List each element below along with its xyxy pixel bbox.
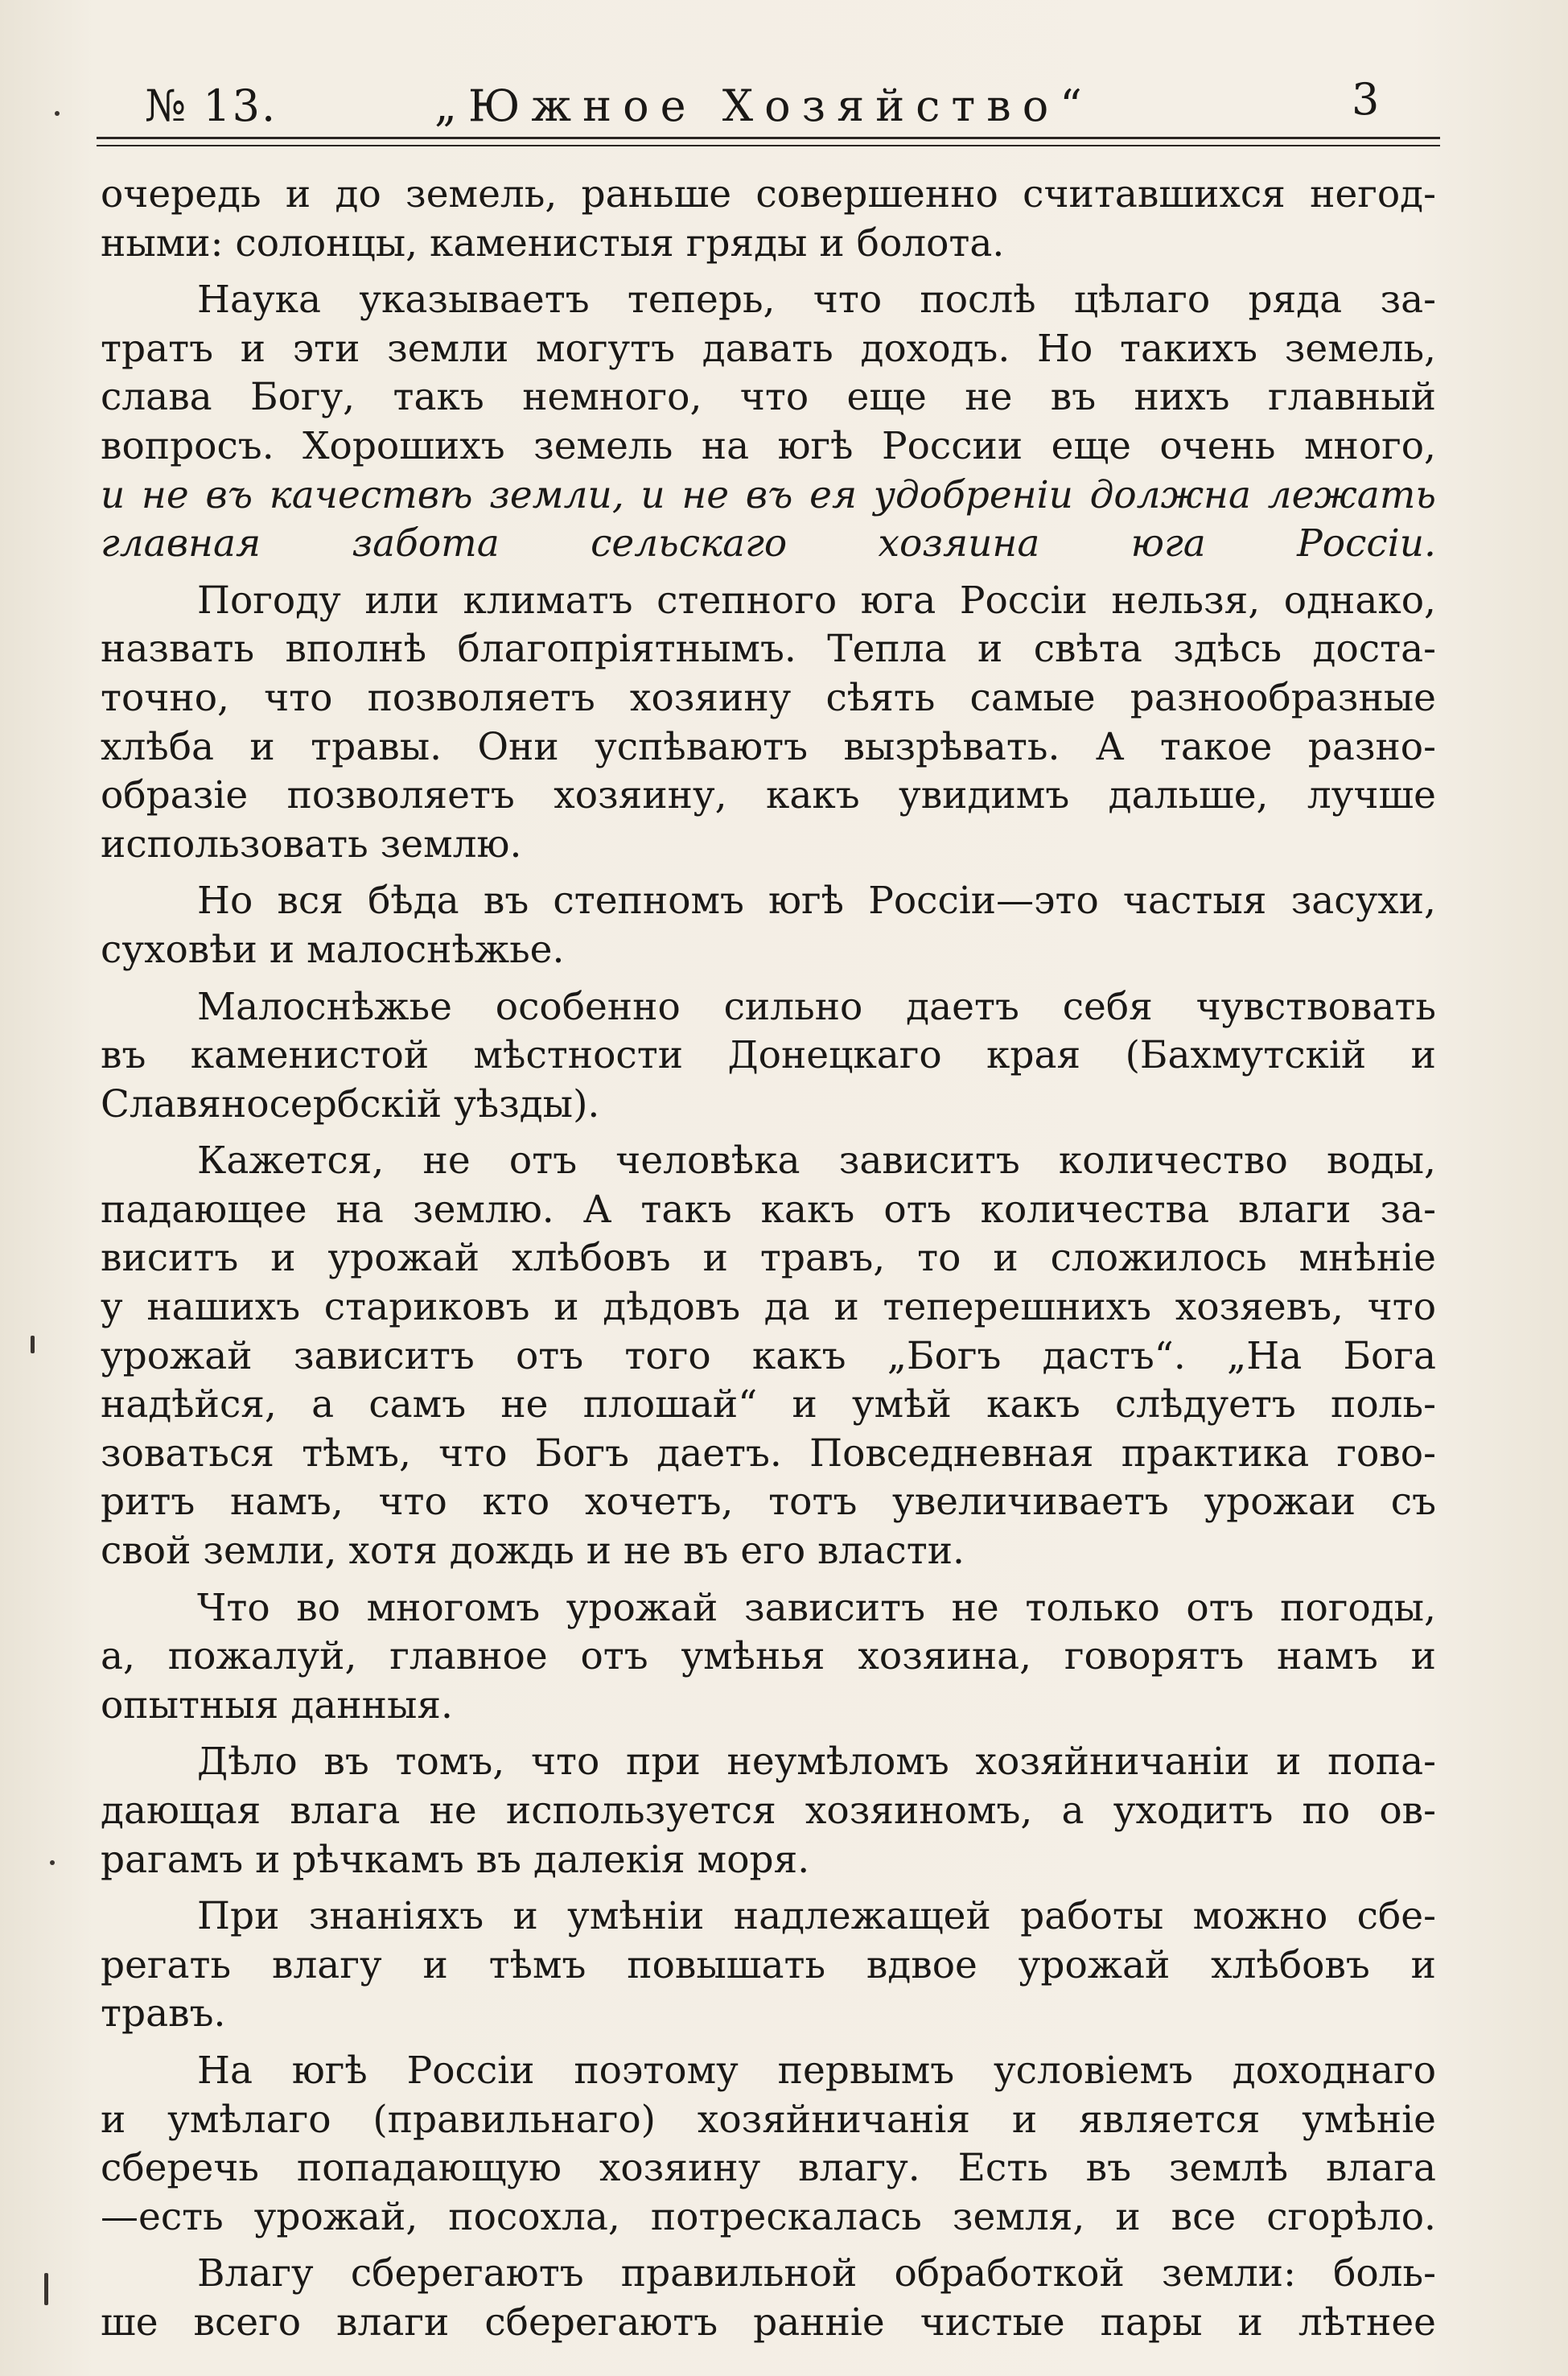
- text-line: ше всего влаги сберегаютъ ранніе чистые пары и лѣтнее: [101, 2300, 1436, 2345]
- running-header: [97, 74, 1440, 138]
- text-line: а, пожалуй, главное отъ умѣнья хозяина, говорятъ намъ и: [101, 1634, 1436, 1679]
- margin-speck: [50, 1860, 55, 1865]
- text-line: опытныя данныя.: [101, 1682, 453, 1727]
- text-line: падающее на землю. А такъ какъ отъ количества влаги за-: [101, 1187, 1436, 1232]
- margin-speck: [31, 1336, 35, 1353]
- text-line: Малоснѣжье особенно сильно даетъ себя чувствовать: [197, 984, 1436, 1029]
- text-line: Наука указываетъ теперь, что послѣ цѣлаго ряда за-: [197, 278, 1436, 323]
- text-line: свой земли, хотя дождь и не въ его власти.: [101, 1529, 965, 1574]
- text-line: въ каменистой мѣстности Донецкаго края (Бахмутскій и: [101, 1033, 1436, 1078]
- text-line: Влагу сберегаютъ правильной обработкой земли: боль-: [197, 2251, 1436, 2296]
- header-rule-thin: [97, 145, 1440, 146]
- text-line: урожай зависитъ отъ того какъ „Богъ дастъ“. „На Бога: [101, 1333, 1436, 1378]
- text-line: Кажется, не отъ человѣка зависитъ количество воды,: [197, 1139, 1436, 1184]
- page-number: 3: [1352, 74, 1380, 125]
- text-line: —есть урожай, посохла, потрескалась земля, и все сгорѣло.: [101, 2194, 1436, 2239]
- header-rule-thick: [97, 137, 1440, 139]
- text-line: очередь и до земель, раньше совершенно считавшихся негод-: [101, 172, 1436, 216]
- text-line: Славяносербскій уѣзды).: [101, 1081, 600, 1126]
- text-line: и умѣлаго (правильнаго) хозяйничанія и является умѣніе: [101, 2097, 1436, 2142]
- text-line: суховѣи и малоснѣжье.: [101, 927, 565, 972]
- text-line: надѣйся, а самъ не плошай“ и умѣй какъ слѣдуетъ поль-: [101, 1382, 1436, 1427]
- text-line: При знаніяхъ и умѣніи надлежащей работы можно сбе-: [197, 1894, 1436, 1939]
- text-line: ритъ намъ, что кто хочетъ, тотъ увеличиваетъ урожаи съ: [101, 1480, 1436, 1525]
- margin-speck: [55, 111, 60, 116]
- issue-number: № 13.: [145, 80, 278, 131]
- margin-speck: [44, 2273, 48, 2305]
- text-line: рагамъ и рѣчкамъ въ далекія моря.: [101, 1837, 810, 1882]
- text-line: у нашихъ стариковъ и дѣдовъ да и теперешнихъ хозяевъ, что: [101, 1285, 1436, 1330]
- text-line: образіе позволяетъ хозяину, какъ увидимъ дальше, лучше: [101, 773, 1436, 818]
- text-line: Что во многомъ урожай зависитъ не только отъ погоды,: [197, 1585, 1436, 1630]
- text-line: Дѣло въ томъ, что при неумѣломъ хозяйничаніи и попа-: [197, 1740, 1436, 1785]
- text-line: вопросъ. Хорошихъ земель на югѣ России еще очень много,: [101, 423, 1436, 468]
- text-line: тратъ и эти земли могутъ давать доходъ. Но такихъ земель,: [101, 326, 1436, 371]
- text-line: слава Богу, такъ немного, что еще не въ нихъ главный: [101, 375, 1436, 420]
- text-line: главная забота сельскаго хозяина юга Россіи.: [101, 521, 1436, 566]
- text-line: ными: солонцы, каменистыя гряды и болота.: [101, 220, 1005, 266]
- article-body: [101, 171, 1436, 2348]
- text-line: точно, что позволяетъ хозяину сѣять самые разнообразные: [101, 675, 1436, 720]
- journal-title: „Южное Хозяйство“: [434, 80, 1093, 131]
- text-line: На югѣ Россіи поэтому первымъ условіемъ доходнаго: [197, 2048, 1436, 2093]
- text-line: использовать землю.: [101, 822, 522, 867]
- text-line: регать влагу и тѣмъ повышать вдвое урожай хлѣбовъ и: [101, 1942, 1436, 1987]
- text-line: сберечь попадающую хозяину влагу. Есть въ землѣ влага: [101, 2146, 1436, 2191]
- text-line: и не въ качествѣ земли, и не въ ея удобреніи должна лежать: [101, 472, 1436, 517]
- text-line: зоваться тѣмъ, что Богъ даетъ. Повседневная практика гово-: [101, 1431, 1436, 1476]
- text-line: Погоду или климатъ степного юга Россіи нельзя, однако,: [197, 578, 1436, 623]
- text-line: травъ.: [101, 1991, 226, 2036]
- text-line: Но вся бѣда въ степномъ югѣ Россіи—это частыя засухи,: [197, 879, 1436, 924]
- text-line: виситъ и урожай хлѣбовъ и травъ, то и сложилось мнѣніе: [101, 1236, 1436, 1281]
- text-line: хлѣба и травы. Они успѣваютъ вызрѣвать. А такое разно-: [101, 724, 1436, 769]
- text-line: дающая влага не используется хозяиномъ, а уходитъ по ов-: [101, 1789, 1436, 1833]
- text-line: назвать вполнѣ благопріятнымъ. Тепла и свѣта здѣсь доста-: [101, 627, 1436, 672]
